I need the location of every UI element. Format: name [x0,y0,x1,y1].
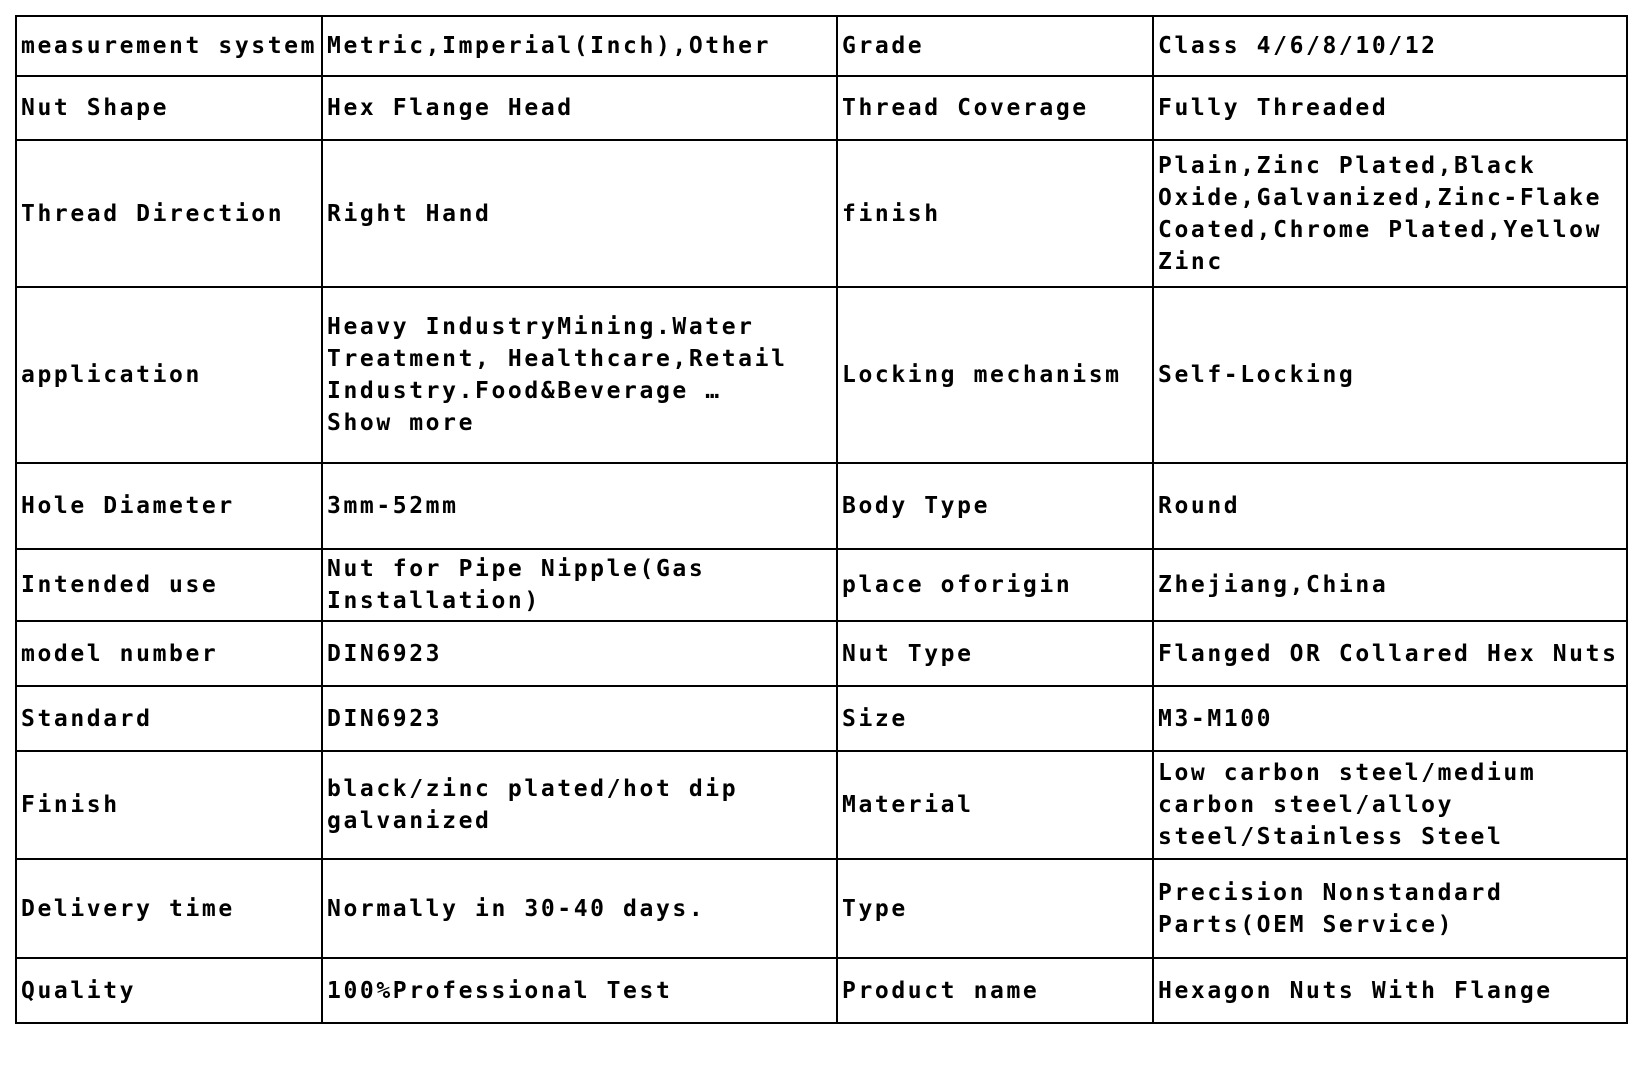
spec-value: Flanged OR Collared Hex Nuts [1153,621,1627,686]
spec-value: Heavy IndustryMining.Water Treatment, Healthcare,Retail Industry.Food&Beverage … [327,314,788,404]
spec-value: DIN6923 [322,686,837,751]
spec-label: Size [837,686,1153,751]
spec-value: Hexagon Nuts With Flange [1153,958,1627,1023]
spec-value: 100%Professional Test [322,958,837,1023]
spec-value: Precision Nonstandard Parts(OEM Service) [1153,859,1627,958]
spec-value: Nut for Pipe Nipple(Gas Installation) [322,549,837,621]
table-row [16,958,1627,1023]
table-row [16,76,1627,140]
spec-label: application [16,287,322,463]
spec-label: Hole Diameter [16,463,322,549]
spec-value: Self-Locking [1153,287,1627,463]
spec-value: Class 4/6/8/10/12 [1153,16,1627,76]
spec-value: DIN6923 [322,621,837,686]
spec-value-cell [322,287,837,463]
table-row [16,621,1627,686]
spec-label: Finish [16,751,322,859]
product-spec-table [15,15,1628,1024]
spec-value: Low carbon steel/medium carbon steel/alloy steel/Stainless Steel [1153,751,1627,859]
spec-label: Nut Shape [16,76,322,140]
spec-label: Delivery time [16,859,322,958]
spec-label: Quality [16,958,322,1023]
spec-value: Zhejiang,China [1153,549,1627,621]
spec-label: Product name [837,958,1153,1023]
spec-value: black/zinc plated/hot dip galvanized [322,751,837,859]
spec-value: Hex Flange Head [322,76,837,140]
table-row [16,463,1627,549]
spec-label: model number [16,621,322,686]
spec-value: Plain,Zinc Plated,Black Oxide,Galvanized,Zinc-Flake Coated,Chrome Plated,Yellow Zinc [1153,140,1627,287]
spec-label: Body Type [837,463,1153,549]
spec-label: Locking mechanism [837,287,1153,463]
spec-label: Standard [16,686,322,751]
table-row [16,140,1627,287]
table-row [16,751,1627,859]
spec-value: Metric,Imperial(Inch),Other [322,16,837,76]
spec-label: measurement system [16,16,322,76]
spec-label: place oforigin [837,549,1153,621]
spec-value: Fully Threaded [1153,76,1627,140]
spec-label: Intended use [16,549,322,621]
table-row [16,287,1627,463]
spec-value: Right Hand [322,140,837,287]
spec-label: Material [837,751,1153,859]
spec-label: finish [837,140,1153,287]
table-row [16,16,1627,76]
table-row [16,549,1627,621]
spec-label: Nut Type [837,621,1153,686]
spec-label: Thread Coverage [837,76,1153,140]
spec-label: Grade [837,16,1153,76]
spec-label: Thread Direction [16,140,322,287]
spec-value: Round [1153,463,1627,549]
table-row [16,859,1627,958]
spec-value: Normally in 30-40 days. [322,859,837,958]
spec-label: Type [837,859,1153,958]
table-row [16,686,1627,751]
spec-value: 3mm-52mm [322,463,837,549]
show-more-link[interactable]: Show more [327,410,476,436]
spec-value: M3-M100 [1153,686,1627,751]
